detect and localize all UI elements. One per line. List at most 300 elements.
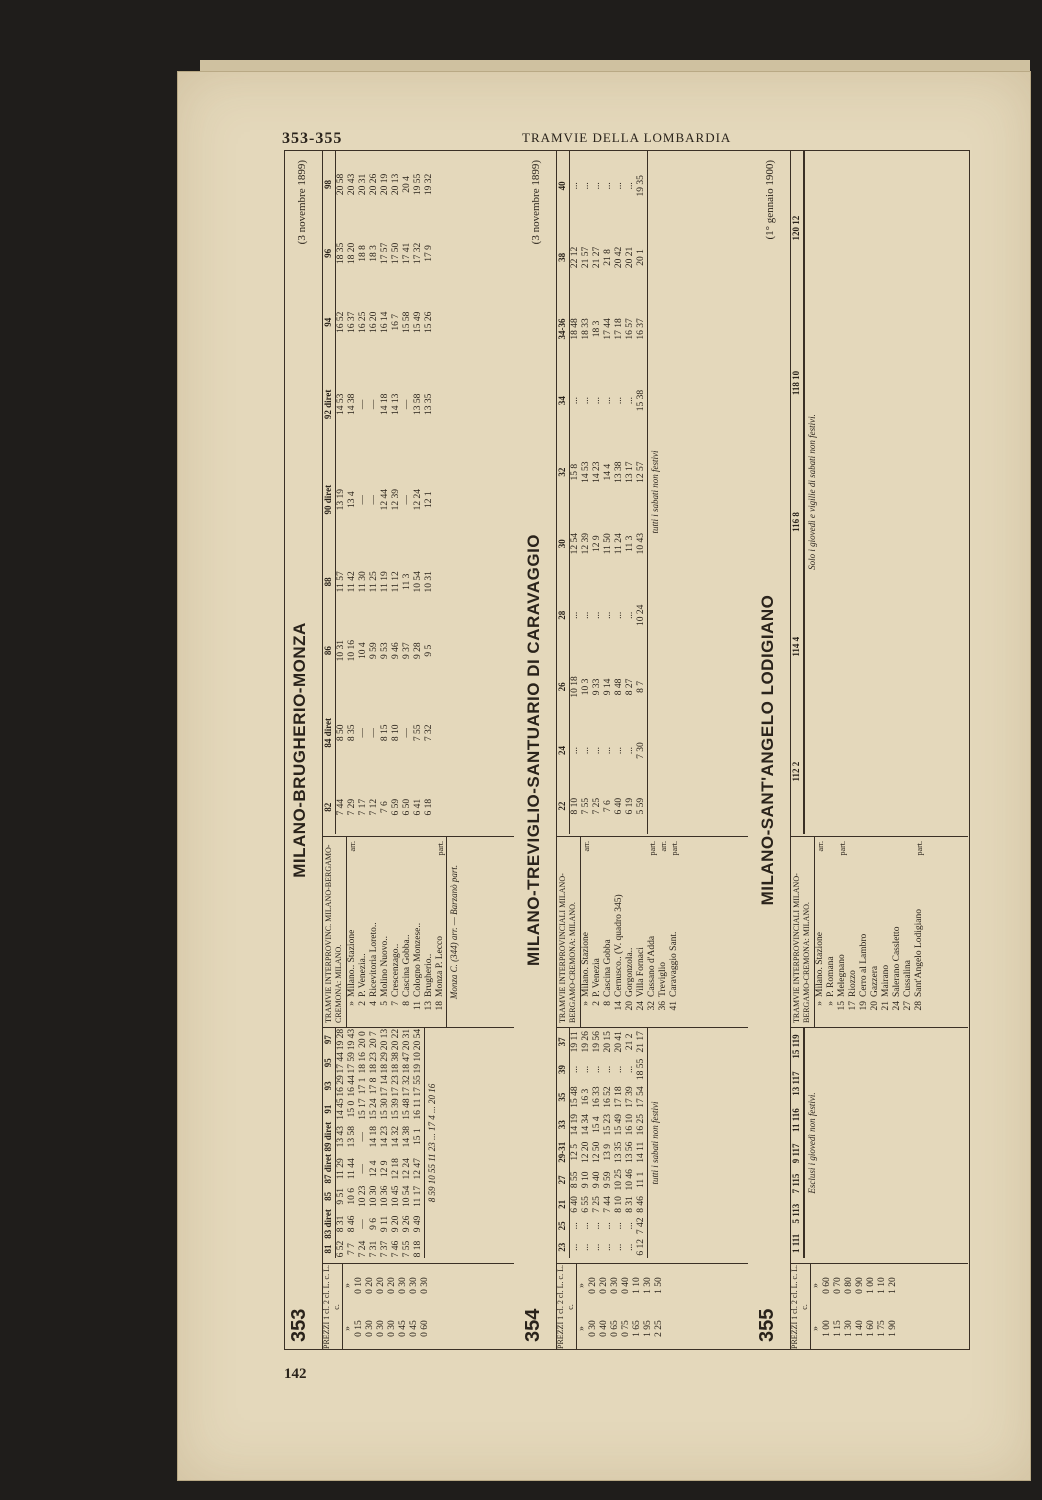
table-cell: 14 34 <box>581 1113 591 1136</box>
station-name: Treviglio <box>658 961 668 997</box>
station-row <box>592 837 603 1027</box>
table-cell: ... <box>603 1222 613 1230</box>
table-cell: 12 47 <box>413 1158 423 1180</box>
station-row <box>870 837 881 1027</box>
table-cell: 10 54 <box>402 1185 412 1208</box>
station-row <box>815 837 826 1027</box>
train-column-header: 28 <box>556 580 570 652</box>
table-cell: 7 55 <box>413 724 423 742</box>
table-cell: 10 36 <box>380 1185 390 1208</box>
table-cell: 6 12 <box>636 1238 646 1256</box>
table-cell: ... <box>581 1065 591 1074</box>
table-cell: 11 44 <box>347 1158 357 1180</box>
timetable-number: 355 <box>756 1308 778 1342</box>
train-column-header: 83 diret <box>322 1208 336 1240</box>
table-cell: 18 33 <box>581 318 591 340</box>
table-cell: 8 46 <box>636 1196 646 1213</box>
station-name: P. Venezia <box>592 958 602 997</box>
table-cell: 10 31 <box>424 571 434 593</box>
table-cell: ... <box>603 746 613 755</box>
table-cell: 16 44 <box>347 1075 357 1097</box>
table-cell: 1 00 <box>822 1320 832 1337</box>
table-cell: 16 11 <box>413 1098 423 1120</box>
table-cell: 15 8 <box>570 463 580 481</box>
station-km: 20 <box>870 1001 880 1011</box>
station-name: Sant'Angelo Lodigiano <box>914 909 924 997</box>
table-cell: 1 40 <box>855 1320 865 1337</box>
table-row <box>365 1264 376 1350</box>
table-cell: 17 9 <box>424 245 434 262</box>
table-cell: — <box>369 494 379 505</box>
table-cell: 6 19 <box>625 797 635 815</box>
table-cell: ... <box>603 1065 613 1074</box>
table-cell: 1 75 <box>877 1320 887 1337</box>
station-name: Ricevitoria Loreto.. <box>369 922 379 997</box>
station-km: 13 <box>424 1001 434 1011</box>
table-cell: 15 24 <box>369 1098 379 1120</box>
train-column-header: 38 <box>556 222 570 294</box>
table-cell: 21 2 <box>625 1033 635 1051</box>
timetable-note: 8 59 10 55 11 23 ... 17 4 ... 20 16 <box>424 1028 440 1258</box>
table-cell: 20 21 <box>625 246 635 269</box>
running-title: TRAMVIE DELLA LOMBARDIA <box>522 130 732 145</box>
table-cell: ... <box>625 746 635 755</box>
table-cell: » <box>811 1283 821 1288</box>
table-cell: 12 5 <box>570 1143 580 1161</box>
table-cell: 0 70 <box>833 1277 843 1294</box>
table-cell: 11 57 <box>336 571 346 593</box>
train-column-header: 30 <box>556 508 570 580</box>
table-cell: ... <box>614 1065 624 1074</box>
station-row <box>358 837 369 1027</box>
table-cell: 12 54 <box>570 533 580 555</box>
station-km: » <box>826 1001 836 1006</box>
table-cell: 12 57 <box>636 461 646 483</box>
table-cell: 0 30 <box>420 1277 430 1294</box>
table-cell: 16 20 <box>369 311 379 333</box>
table-cell: » <box>577 1326 587 1331</box>
station-flag <box>614 841 625 863</box>
station-name: Caravaggio Sant. <box>669 931 679 997</box>
table-row <box>625 1028 636 1258</box>
table-cell: 15 0 <box>347 1100 357 1118</box>
station-name: Cascina Gobba <box>603 939 613 997</box>
table-cell: 9 46 <box>391 642 401 659</box>
table-cell: 12 9 <box>380 1160 390 1178</box>
table-cell: 7 46 <box>391 1240 401 1258</box>
train-column-header: 114 4 <box>790 584 804 709</box>
table-cell: 1 30 <box>844 1320 854 1337</box>
station-name: Cernusco.. (V. quadro 345) <box>614 894 624 997</box>
table-cell: 15 30 <box>380 1098 390 1120</box>
train-column-header: 96 <box>322 219 336 288</box>
table-cell: 16 25 <box>636 1113 646 1136</box>
table-cell: 1 10 <box>877 1277 887 1294</box>
station-flag <box>881 841 892 863</box>
station-name: Crescenzago.. <box>391 943 401 997</box>
station-flag <box>603 841 614 863</box>
table-cell: 0 75 <box>621 1320 631 1337</box>
table-cell: ... <box>625 182 635 190</box>
station-km: 36 <box>658 1001 668 1011</box>
table-row <box>570 150 582 834</box>
table-cell: 16 52 <box>336 311 346 333</box>
table-cell: 9 20 <box>391 1215 401 1233</box>
table-cell: 7 37 <box>380 1240 390 1258</box>
table-row <box>336 150 348 834</box>
station-row <box>826 837 837 1027</box>
table-cell: 7 55 <box>581 797 591 815</box>
station-flag: part. <box>436 841 445 856</box>
table-cell: 11 24 <box>614 533 624 555</box>
station-row <box>435 837 446 1027</box>
table-cell: 16 57 <box>625 318 635 340</box>
table-cell: 10 18 <box>570 676 580 698</box>
station-name: P. Venezia.. <box>358 953 368 997</box>
table-cell: 0 20 <box>365 1277 375 1294</box>
table-cell: 21 27 <box>592 246 602 269</box>
table-cell: 10 30 <box>369 1185 379 1208</box>
station-flag <box>402 841 413 863</box>
station-km: 8 <box>402 1001 412 1006</box>
station-name: Milano.. Stazione <box>347 929 357 997</box>
table-cell: 1 95 <box>643 1320 653 1337</box>
table-cell: 20 13 <box>391 173 401 196</box>
table-cell: 14 53 <box>336 393 346 416</box>
table-cell: 19 32 <box>424 173 434 196</box>
table-cell: 9 6 <box>369 1218 379 1230</box>
table-cell: 11 25 <box>369 571 379 593</box>
train-column-header: 84 diret <box>322 685 336 780</box>
table-cell: 6 50 <box>402 798 412 816</box>
page-number: 142 <box>284 1366 307 1382</box>
station-km: 2 <box>358 1001 368 1006</box>
train-column-header: 97 <box>322 1028 336 1051</box>
table-cell: 15 58 <box>402 311 412 333</box>
table-cell: — <box>358 399 368 410</box>
table-cell: 7 44 <box>336 798 346 816</box>
section-range: 353-355 <box>282 130 343 147</box>
table-cell: ... <box>581 611 591 619</box>
table-cell: 12 44 <box>380 489 390 511</box>
station-row <box>636 837 647 1027</box>
table-cell: 16 52 <box>603 1086 613 1108</box>
station-name: Riozzo <box>848 970 858 997</box>
table-cell: 9 40 <box>592 1171 602 1189</box>
station-flag: arr. <box>582 841 591 852</box>
train-column-header: 22 <box>556 778 570 834</box>
table-row <box>621 1264 632 1350</box>
table-cell: 12 39 <box>581 533 591 555</box>
table-cell: 1 15 <box>833 1320 843 1337</box>
station-km: 27 <box>903 1001 913 1011</box>
table-cell: 11 17 <box>413 1185 423 1207</box>
timetable-note: Esclusi i giovedì non festivi. <box>804 1028 820 1258</box>
station-km: 14 <box>614 1001 624 1011</box>
table-cell: 18 55 <box>636 1058 646 1081</box>
table-cell: 20 22 <box>391 1028 401 1051</box>
station-name: Cascina Gobba.. <box>402 934 412 997</box>
train-column-header: 25 <box>556 1215 570 1236</box>
table-cell: ... <box>570 746 580 755</box>
station-row <box>903 837 914 1027</box>
table-cell: 0 30 <box>588 1320 598 1337</box>
table-cell: 15 49 <box>413 311 423 333</box>
table-row <box>603 150 614 834</box>
table-cell: 0 90 <box>855 1277 865 1294</box>
table-cell: 17 55 <box>413 1075 423 1097</box>
table-cell: 14 4 <box>603 463 613 481</box>
stations-header: TRAMVIE INTERPROVINC. MILANO-BERGAMO-CREMONA: MILANO. <box>322 837 347 1027</box>
station-flag: arr. <box>348 841 357 852</box>
table-cell: 12 24 <box>413 489 423 511</box>
table-cell: 18 48 <box>570 318 580 340</box>
table-cell: ... <box>592 397 602 405</box>
train-column-header: 116 8 <box>790 460 804 585</box>
table-cell: 16 10 <box>625 1113 635 1136</box>
table-cell: 9 53 <box>380 642 390 659</box>
station-flag: part. <box>670 841 679 856</box>
train-column-header: 120 12 <box>790 150 804 306</box>
table-cell: ... <box>625 1243 635 1251</box>
table-cell: — <box>358 1219 368 1229</box>
station-km: 5 <box>380 1001 390 1006</box>
train-column-header: 5 113 <box>790 1199 804 1229</box>
table-cell: 20 4 <box>402 176 412 193</box>
table-cell: 0 60 <box>822 1277 832 1294</box>
table-cell: 0 40 <box>621 1277 631 1294</box>
table-cell: ... <box>570 1222 580 1230</box>
table-cell: 20 41 <box>614 1031 624 1053</box>
table-cell: 12 24 <box>402 1158 412 1180</box>
train-column-header: 118 10 <box>790 306 804 459</box>
station-flag <box>413 841 424 863</box>
table-cell: 15 48 <box>402 1098 412 1120</box>
table-cell: 17 32 <box>402 1075 412 1097</box>
station-flag <box>592 841 603 863</box>
table-cell: 8 55 <box>570 1171 580 1189</box>
table-cell: — <box>402 728 412 738</box>
table-row <box>380 150 391 834</box>
table-row <box>636 1028 647 1258</box>
table-cell: 18 29 <box>380 1052 390 1074</box>
station-row <box>892 837 903 1027</box>
station-row <box>647 837 658 1027</box>
table-row <box>570 1028 582 1258</box>
table-row <box>369 150 380 834</box>
table-cell: 15 48 <box>570 1086 580 1108</box>
table-cell: 1 00 <box>866 1277 876 1294</box>
train-column-header: 21 <box>556 1194 570 1215</box>
table-cell: 7 6 <box>380 801 390 814</box>
table-cell: 12 18 <box>391 1158 401 1180</box>
table-cell: 10 6 <box>347 1188 357 1205</box>
table-cell: 21 8 <box>603 249 613 266</box>
table-cell: 13 17 <box>625 461 635 483</box>
timetable-note: tutti i sabati non festivi <box>647 150 663 834</box>
trains-outbound <box>556 1028 748 1258</box>
table-cell: 9 59 <box>369 642 379 659</box>
table-row <box>592 1028 603 1258</box>
table-cell: 17 44 <box>336 1052 346 1074</box>
table-cell: 12 50 <box>592 1141 602 1163</box>
table-cell: 10 3 <box>581 678 591 696</box>
table-row <box>844 1264 855 1350</box>
table-row <box>811 1264 822 1350</box>
table-row <box>888 1264 899 1350</box>
table-cell: 19 11 <box>570 1031 580 1053</box>
table-cell: 0 20 <box>376 1277 386 1294</box>
table-row <box>413 1028 424 1258</box>
station-row <box>625 837 636 1027</box>
table-cell: 8 35 <box>347 724 357 742</box>
table-cell: 20 31 <box>402 1028 412 1051</box>
table-cell: 15 23 <box>603 1113 613 1136</box>
table-cell: 0 30 <box>610 1277 620 1294</box>
table-cell: 20 7 <box>369 1031 379 1048</box>
table-cell: 11 29 <box>336 1158 346 1180</box>
table-row <box>592 150 603 834</box>
train-column-header: 95 <box>322 1051 336 1074</box>
station-row <box>603 837 614 1027</box>
table-cell: 20 0 <box>358 1031 368 1048</box>
station-km: 24 <box>892 1001 902 1011</box>
table-cell: 17 23 <box>391 1075 401 1097</box>
station-km: 21 <box>881 1001 891 1011</box>
table-cell: ... <box>614 182 624 190</box>
table-cell: » <box>811 1326 821 1331</box>
table-cell: ... <box>614 746 624 755</box>
station-row <box>413 837 424 1027</box>
table-cell: 11 50 <box>603 533 613 555</box>
station-row <box>380 837 391 1027</box>
table-cell: 11 3 <box>402 573 412 590</box>
table-cell: 9 26 <box>402 1215 412 1233</box>
table-row <box>577 1264 588 1350</box>
table-cell: ... <box>592 1065 602 1074</box>
table-cell: — <box>358 494 368 505</box>
table-cell: » <box>577 1283 587 1288</box>
train-column-header: 92 diret <box>322 357 336 452</box>
table-cell: — <box>358 728 368 738</box>
station-name: Mairano <box>881 964 891 997</box>
table-cell: 17 59 <box>347 1052 357 1074</box>
table-cell: 0 30 <box>376 1320 386 1337</box>
station-name: Salerano Cassletto <box>892 926 902 997</box>
table-cell: ... <box>570 182 580 190</box>
table-cell: 14 38 <box>347 393 357 416</box>
table-cell: 6 59 <box>391 798 401 816</box>
table-cell: 14 19 <box>570 1113 580 1136</box>
table-cell: 1 65 <box>632 1320 642 1337</box>
table-cell: 13 56 <box>625 1141 635 1163</box>
table-cell: 17 18 <box>614 318 624 340</box>
table-cell: ... <box>581 1222 591 1230</box>
station-flag <box>358 841 369 863</box>
table-row <box>409 1264 420 1350</box>
train-column-header: 15 119 <box>790 1028 804 1065</box>
table-cell: 13 43 <box>336 1126 346 1148</box>
train-column-header: 29-31 <box>556 1138 570 1166</box>
station-km: 32 <box>647 1001 657 1011</box>
station-flag <box>391 841 402 863</box>
table-cell: 1 10 <box>632 1277 642 1294</box>
table-cell: 11 19 <box>380 571 390 593</box>
table-cell: 0 20 <box>588 1277 598 1294</box>
table-cell: 17 1 <box>358 1077 368 1095</box>
station-flag <box>625 841 636 863</box>
prices-column <box>790 1263 968 1350</box>
table-cell: 15 38 <box>636 389 646 412</box>
station-row <box>658 837 669 1027</box>
table-cell: ... <box>592 611 602 619</box>
train-column-header: 93 <box>322 1074 336 1097</box>
table-cell: 10 54 <box>413 571 423 593</box>
table-cell: 17 32 <box>413 242 423 265</box>
table-row <box>336 1028 348 1258</box>
timetable-number: 354 <box>522 1308 544 1342</box>
table-row <box>358 1028 369 1258</box>
table-cell: 6 40 <box>614 797 624 815</box>
table-cell: 13 4 <box>347 491 357 509</box>
table-cell: 14 23 <box>592 461 602 483</box>
prices-table <box>811 1264 899 1350</box>
table-cell: 12 20 <box>581 1141 591 1163</box>
station-km: 11 <box>413 1001 423 1011</box>
table-cell: 16 29 <box>336 1075 346 1097</box>
table-row <box>376 1264 387 1350</box>
table-cell: 11 42 <box>347 571 357 593</box>
table-cell: 16 33 <box>592 1086 602 1108</box>
train-column-header: 82 <box>322 780 336 834</box>
table-cell: 0 30 <box>365 1320 375 1337</box>
table-cell: 11 12 <box>391 571 401 593</box>
table-row <box>398 1264 409 1350</box>
table-cell: 7 32 <box>424 724 434 742</box>
table-cell: 13 35 <box>424 393 434 416</box>
table-cell: ... <box>581 182 591 190</box>
station-flag: arr. <box>816 841 825 852</box>
station-name: P. Romana <box>826 956 836 997</box>
station-flag <box>636 841 647 863</box>
table-cell: 10 25 <box>614 1169 624 1191</box>
table-cell: 8 31 <box>625 1196 635 1213</box>
table-cell: 12 1 <box>424 491 434 509</box>
table-cell: 20 26 <box>369 173 379 196</box>
table-cell: 8 31 <box>336 1215 346 1233</box>
table-row <box>581 1028 592 1258</box>
station-name: Milano. Stazione <box>815 932 825 997</box>
table-cell: 13 58 <box>347 1126 357 1148</box>
train-column-header: 33 <box>556 1111 570 1139</box>
station-km: 8 <box>603 1001 613 1006</box>
table-cell: 10 45 <box>391 1185 401 1208</box>
table-cell: 9 37 <box>402 642 412 659</box>
station-name: Cerro al Lambro <box>859 933 869 997</box>
table-cell: 15 4 <box>592 1116 602 1133</box>
table-cell: 17 44 <box>603 318 613 340</box>
table-cell: 16 37 <box>347 311 357 333</box>
station-name: Molino Nuovo.. <box>380 936 390 997</box>
table-cell: 20 15 <box>603 1031 613 1053</box>
station-row <box>881 837 892 1027</box>
table-cell: 9 51 <box>336 1188 346 1205</box>
table-row <box>387 1264 398 1350</box>
prices-header: PREZZI 1 cl. 2 cl. L. c. L. c. <box>322 1265 341 1349</box>
prices-column <box>556 1263 748 1350</box>
table-cell: 7 12 <box>369 798 379 816</box>
table-cell: 14 18 <box>369 1126 379 1148</box>
